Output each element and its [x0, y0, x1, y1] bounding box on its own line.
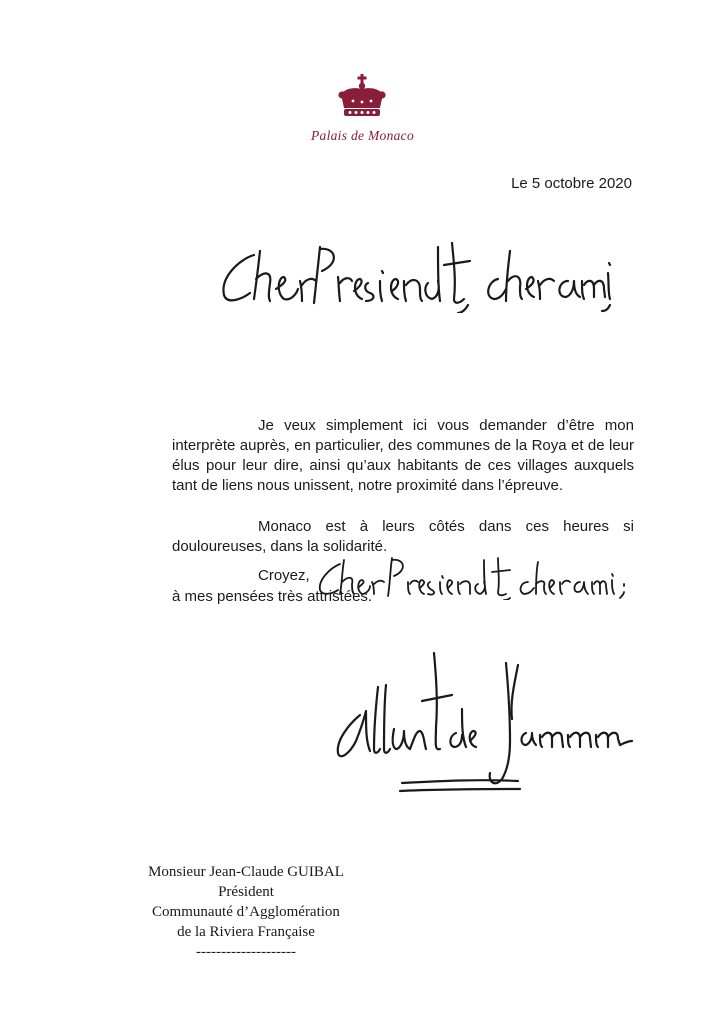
- body-paragraph-2-text: Monaco est à leurs côtés dans ces heures si douloureuses, dans la solidarité.: [172, 518, 634, 555]
- address-line-3: Communauté d’Agglomération: [152, 904, 340, 920]
- closing-start: Croyez,: [258, 567, 310, 584]
- letterhead-title: Palais de Monaco: [310, 128, 415, 143]
- recipient-address: [96, 862, 396, 962]
- body-paragraph-1-text: Je veux simplement ici vous demander d’être mon interprète auprès, en particulier, des communes de la Roya et de leur élus pour leur dire, ainsi qu’aux habitants de ces villages auxquels tant de liens nous unissent, notre proximité dans l’épreuve.: [172, 417, 634, 494]
- body-paragraph-1: [172, 416, 634, 496]
- crown-icon: [336, 74, 388, 120]
- address-line-1: Monsieur Jean-Claude GUIBAL: [148, 864, 344, 880]
- letter-date: Le 5 octobre 2020: [511, 175, 632, 192]
- handwritten-signature: [330, 645, 640, 800]
- body-paragraph-2: [172, 517, 634, 557]
- closing-end: à mes pensées très attristées.: [172, 588, 373, 605]
- address-line-4: de la Riviera Française: [177, 924, 315, 940]
- handwritten-salutation: [212, 233, 612, 313]
- address-line-2: Président: [218, 884, 274, 900]
- address-line-5: --------------------: [196, 944, 296, 960]
